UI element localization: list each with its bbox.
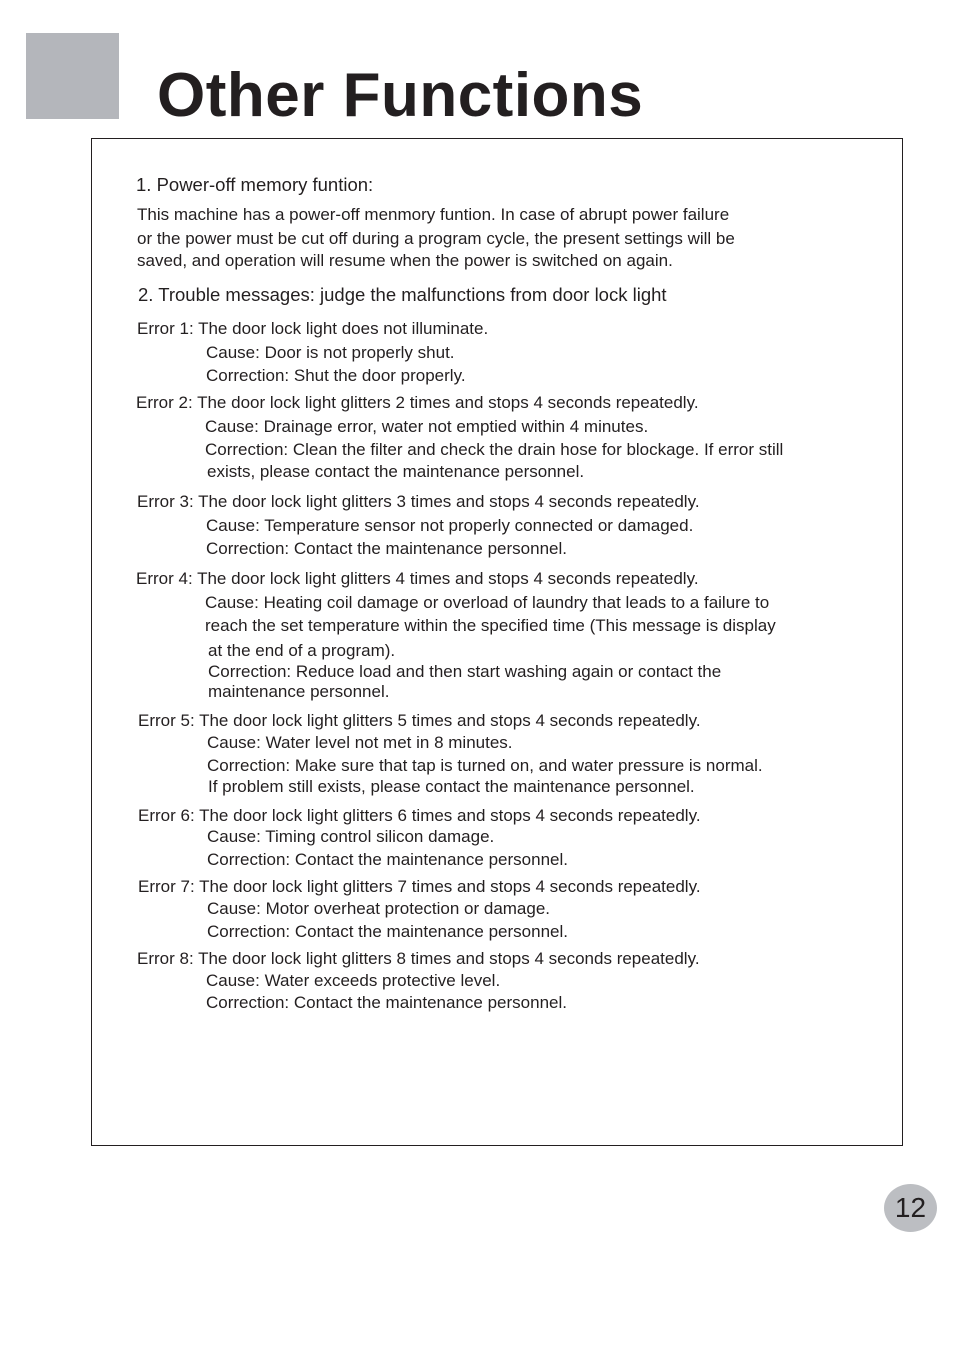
page-title: Other Functions	[157, 61, 644, 130]
error-4-cause: Cause: Heating coil damage or overload of laundry that leads to a failure to	[205, 593, 770, 612]
error-6-cause: Cause: Timing control silicon damage.	[207, 827, 495, 846]
error-4-title: Error 4: The door lock light glitters 4 times and stops 4 seconds repeatedly.	[136, 569, 699, 588]
error-5-title: Error 5: The door lock light glitters 5 times and stops 4 seconds repeatedly.	[138, 711, 701, 730]
error-8-correction: Correction: Contact the maintenance personnel.	[206, 993, 567, 1012]
error-1-title: Error 1: The door lock light does not illuminate.	[137, 319, 489, 338]
error-2-cause: Cause: Drainage error, water not emptied within 4 minutes.	[205, 417, 649, 436]
error-7-title: Error 7: The door lock light glitters 7 times and stops 4 seconds repeatedly.	[138, 877, 701, 896]
paragraph-line: or the power must be cut off during a program cycle, the present settings will be	[137, 229, 735, 248]
paragraph-line: This machine has a power-off menmory funtion. In case of abrupt power failure	[137, 205, 730, 224]
error-1-correction: Correction: Shut the door properly.	[206, 366, 466, 385]
error-3-cause: Cause: Temperature sensor not properly connected or damaged.	[206, 516, 694, 535]
error-4-correction: Correction: Reduce load and then start washing again or contact the	[208, 662, 722, 681]
error-2-correction: Correction: Clean the filter and check the drain hose for blockage. If error still	[205, 440, 784, 459]
section-heading-power-off: 1. Power-off memory funtion:	[136, 174, 374, 195]
error-6-correction: Correction: Contact the maintenance personnel.	[207, 850, 568, 869]
error-1-cause: Cause: Door is not properly shut.	[206, 343, 455, 362]
error-5-correction: Correction: Make sure that tap is turned on, and water pressure is normal.	[207, 756, 763, 775]
error-4-cause-cont: at the end of a program).	[208, 641, 396, 660]
error-3-title: Error 3: The door lock light glitters 3 times and stops 4 seconds repeatedly.	[137, 492, 700, 511]
paragraph-line: saved, and operation will resume when the power is switched on again.	[137, 251, 673, 270]
error-7-correction: Correction: Contact the maintenance personnel.	[207, 922, 568, 941]
error-5-cause: Cause: Water level not met in 8 minutes.	[207, 733, 513, 752]
error-8-cause: Cause: Water exceeds protective level.	[206, 971, 501, 990]
section-heading-trouble-messages: 2. Trouble messages: judge the malfunctions from door lock light	[138, 284, 667, 305]
error-2-correction-cont: exists, please contact the maintenance personnel.	[207, 462, 585, 481]
error-6-title: Error 6: The door lock light glitters 6 times and stops 4 seconds repeatedly.	[138, 806, 701, 825]
error-2-title: Error 2: The door lock light glitters 2 times and stops 4 seconds repeatedly.	[136, 393, 699, 412]
error-5-correction-cont: If problem still exists, please contact the maintenance personnel.	[208, 777, 695, 796]
error-4-cause-cont: reach the set temperature within the specified time (This message is display	[205, 616, 776, 635]
error-8-title: Error 8: The door lock light glitters 8 times and stops 4 seconds repeatedly.	[137, 949, 700, 968]
page-number-badge: 12	[884, 1184, 937, 1232]
error-4-correction-cont: maintenance personnel.	[208, 682, 390, 701]
error-7-cause: Cause: Motor overheat protection or damage.	[207, 899, 551, 918]
corner-accent-block	[26, 33, 119, 119]
error-3-correction: Correction: Contact the maintenance personnel.	[206, 539, 567, 558]
